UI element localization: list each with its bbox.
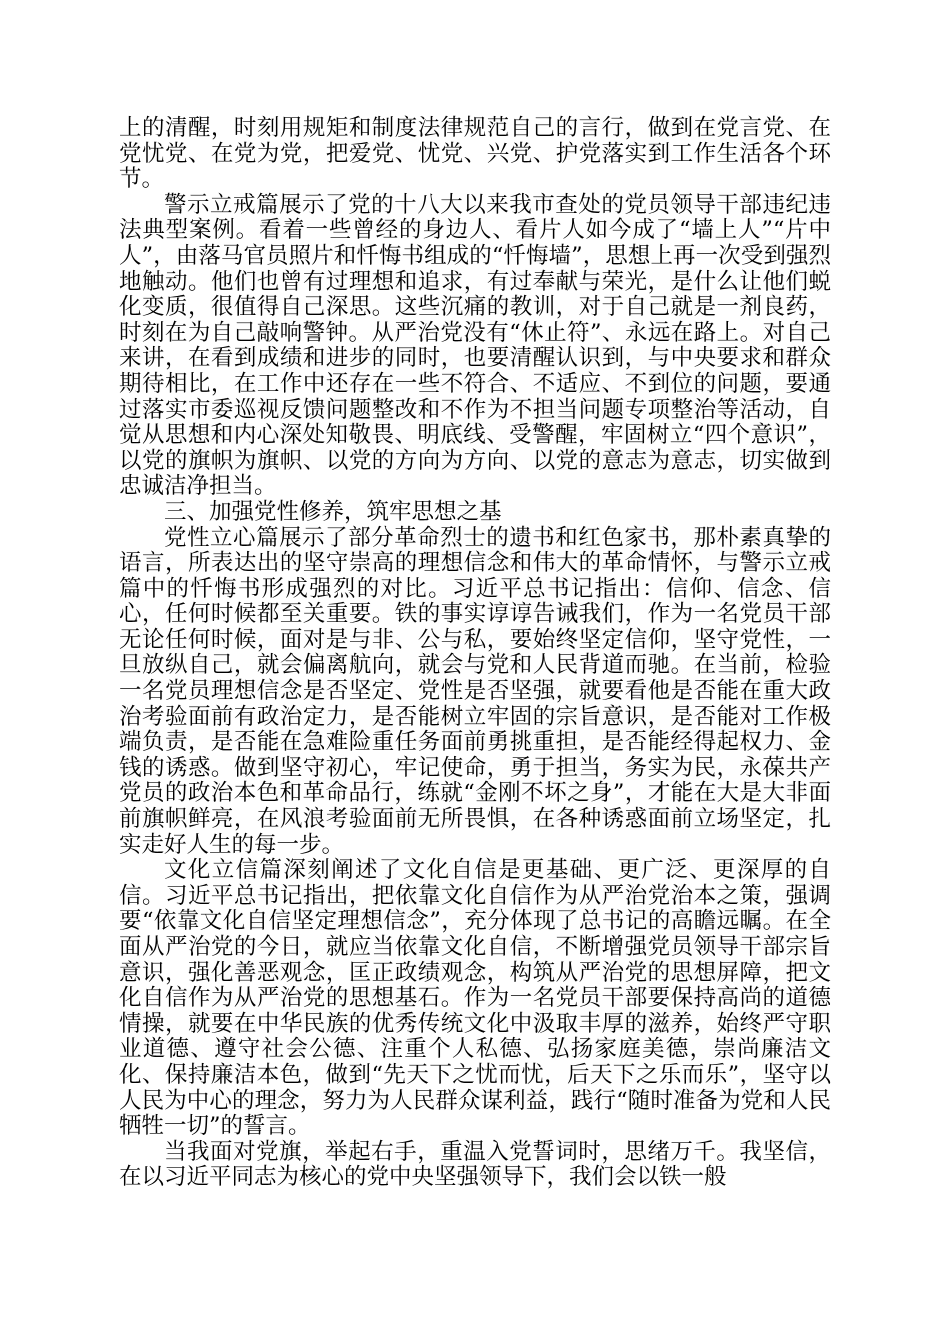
document-body — [119, 116, 831, 1191]
body-paragraph-party-spirit: 党性立心篇展示了部分革命烈士的遗书和红色家书，那朴素真挚的语言，所表达出的坚守崇高的理想信念和伟大的革命情怀，与警示立戒篇中的忏悔书形成强烈的对比。习近平总书记指出：信仰、信念、信心，任何时候都至关重要。铁的事实谆谆告诫我们，作为一名党员干部无论任何时候，面对是与非、公与私，要始终坚定信仰，坚守党性，一旦放纵自己，就会偏离航向，就会与党和人民背道而驰。在当前，检验一名党员理想信念是否坚定、党性是否坚强，就要看他是否能在重大政治考验面前有政治定力，是否能树立牢固的宗旨意识，是否能对工作极端负责，是否能在急难险重任务面前勇挑重担，是否能经得起权力、金钱的诱惑。做到坚守初心，牢记使命，勇于担当，务实为民，永葆共产党员的政治本色和革命品行，练就“金刚不坏之身”，才能在大是大非面前旗帜鲜亮，在风浪考验面前无所畏惧，在各种诱惑面前立场坚定，扎实走好人生的每一步。 — [119, 524, 831, 858]
body-paragraph-warning-section: 警示立戒篇展示了党的十八大以来我市查处的党员领导干部违纪违法典型案例。看着一些曾经的身边人、看片人如今成了“墙上人”“片中人”，由落马官员照片和忏悔书组成的“忏悔墙”，思想上再一次受到强烈地触动。他们也曾有过理想和追求，有过奉献与荣光，是什么让他们蜕化变质，很值得自己深思。这些沉痛的教训，对于自己就是一剂良药，时刻在为自己敲响警钟。从严治党没有“休止符”、永远在路上。对自己来讲，在看到成绩和进步的同时，也要清醒认识到，与中央要求和群众期待相比，在工作中还存在一些不符合、不适应、不到位的问题，要通过落实市委巡视反馈问题整改和不作为不担当问题专项整治等活动，自觉从思想和内心深处知敬畏、明底线、受警醒，牢固树立“四个意识”，以党的旗帜为旗帜、以党的方向为方向、以党的意志为意志，切实做到忠诚洁净担当。 — [119, 191, 831, 500]
body-paragraph-oath: 当我面对党旗，举起右手，重温入党誓词时，思绪万千。我坚信，在以习近平同志为核心的党中央坚强领导下，我们会以铁一般 — [119, 1138, 831, 1191]
section-heading-3: 三、加强党性修养，筑牢思想之基 — [164, 498, 502, 525]
body-paragraph-cultural-confidence: 文化立信篇深刻阐述了文化自信是更基础、更广泛、更深厚的自信。习近平总书记指出，把依靠文化自信作为从严治党治本之策，强调要“依靠文化自信坚定理想信念”，充分体现了总书记的高瞻远瞩。在全面从严治党的今日，就应当依靠文化自信，不断增强党员领导干部宗旨意识，强化善恶观念，匡正政绩观念，构筑从严治党的思想屏障，把文化自信作为从严治党的思想基石。作为一名党员干部要保持高尚的道德情操，就要在中华民族的优秀传统文化中汲取丰厚的滋养，始终严守职业道德、遵守社会公德、注重个人私德、弘扬家庭美德，崇尚廉洁文化、保持廉洁本色，做到“先天下之忧而忧，后天下之乐而乐”，坚守以人民为中心的理念，努力为人民群众谋利益，践行“随时准备为党和人民牺牲一切”的誓言。 — [119, 857, 831, 1140]
body-paragraph-continued: 上的清醒，时刻用规矩和制度法律规范自己的言行，做到在党言党、在党忧党、在党为党，把爱党、忧党、兴党、护党落实到工作生活各个环节。 — [119, 115, 831, 193]
